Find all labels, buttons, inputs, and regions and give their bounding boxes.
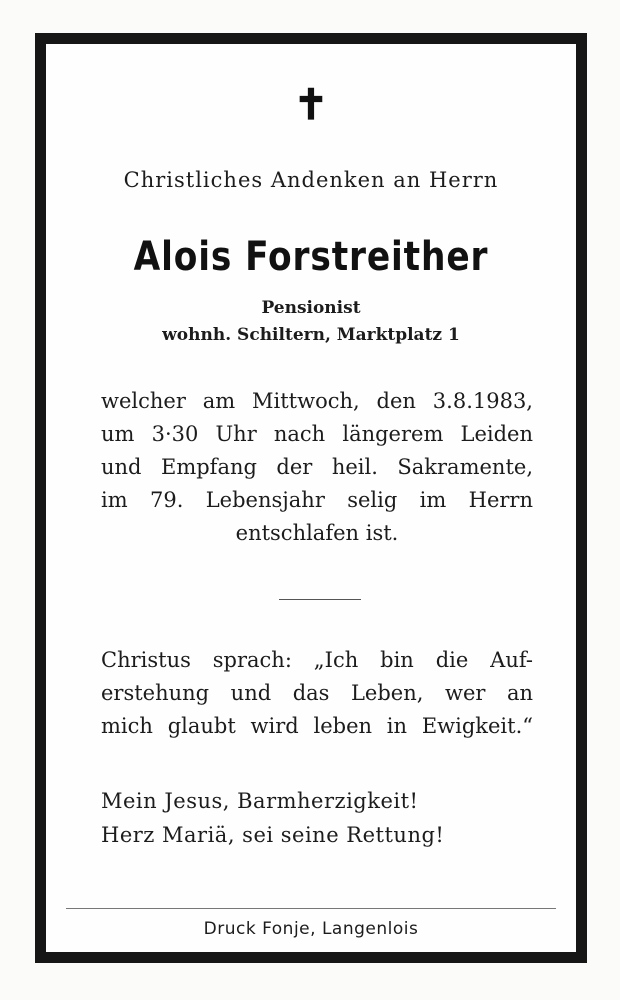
deceased-name: Alois Forstreither xyxy=(133,234,489,280)
quote-line: mich glaubt wird leben in Ewigkeit.“ xyxy=(101,714,533,738)
death-line: entschlafen ist. xyxy=(235,521,399,545)
prayer-line: Herz Mariä, sei seine Rettung! xyxy=(101,823,445,847)
prayer xyxy=(101,784,444,852)
divider xyxy=(279,599,361,600)
memorial-card xyxy=(35,33,587,963)
death-line: um 3·30 Uhr nach längerem Leiden xyxy=(101,422,533,446)
cross-icon: ✝ xyxy=(293,80,329,129)
quote-line: Christus sprach: „Ich bin die Auf- xyxy=(101,648,533,672)
death-line: im 79. Lebensjahr selig im Herrn xyxy=(101,488,533,512)
prayer-line: Mein Jesus, Barmherzigkeit! xyxy=(101,789,419,813)
printer-credit: Druck Fonje, Langenlois xyxy=(203,919,419,939)
bible-quote xyxy=(101,644,533,743)
occupation-text: Pensionist xyxy=(261,298,361,318)
footer-divider xyxy=(66,908,556,909)
death-line: und Empfang der heil. Sakramente, xyxy=(101,455,533,479)
address-text: wohnh. Schiltern, Marktplatz 1 xyxy=(162,325,460,345)
intro-text: Christliches Andenken an Herrn xyxy=(123,168,499,192)
quote-line: erstehung und das Leben, wer an xyxy=(101,681,533,705)
death-notice xyxy=(101,385,533,550)
death-line: welcher am Mittwoch, den 3.8.1983, xyxy=(101,389,533,413)
